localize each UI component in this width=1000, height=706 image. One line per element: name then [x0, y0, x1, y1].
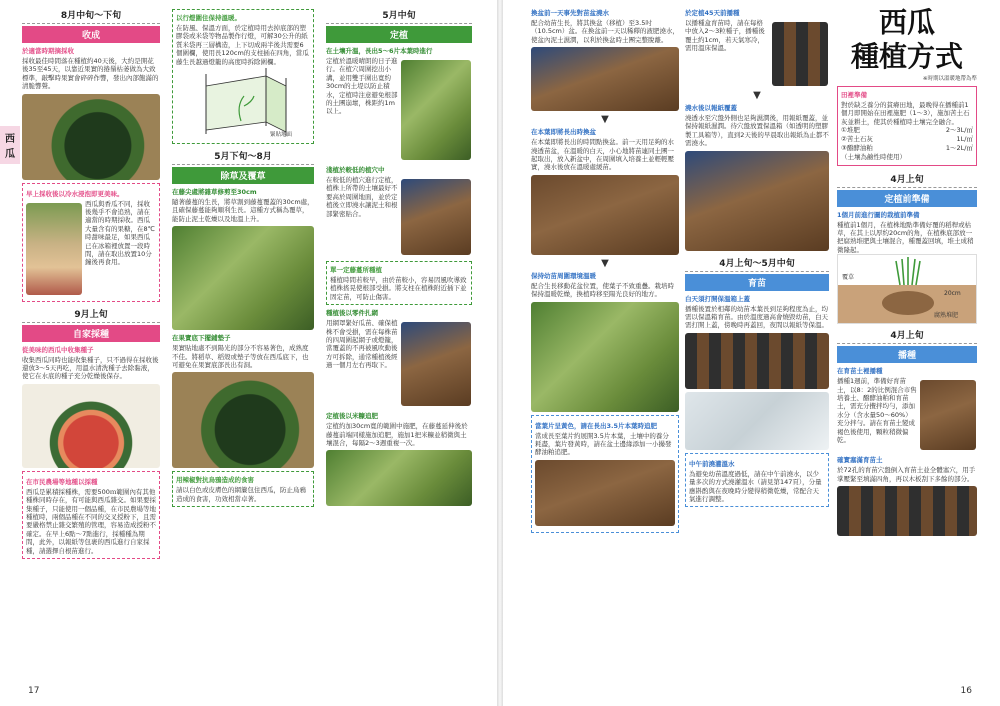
subheading: 換盆前一天事先對苗盆澆水: [531, 9, 609, 17]
subheading: 確實塞滿育苗土: [837, 456, 883, 465]
section-band: 育苗: [685, 274, 829, 291]
paragraph: 採收最佳時間落在種植約40天後，大約是開花後35至45天，以靠近果實的捲鬚枯萎做為大致標準，敲擊時果實會碎碎作響，發出內部飽滿的清脆響聲。: [22, 57, 159, 91]
subheading: 於適當時期摘採收: [22, 47, 74, 55]
seedling-box-photo: [685, 333, 829, 389]
period-heading: 5月中旬: [326, 6, 472, 24]
melon-on-mat-photo: [172, 372, 314, 468]
left-page: [0, 0, 497, 706]
box-title: 單一定藤蔓所種植: [330, 266, 382, 274]
left-column-1: [22, 6, 160, 562]
fertilizer-row: [841, 144, 973, 153]
subheading: 在藤尖處將雜草修剪至30cm: [172, 188, 257, 197]
right-column-3: [837, 6, 977, 539]
warm-water-box: [685, 453, 829, 508]
watering-newspaper-photo: [685, 151, 829, 251]
subheading: 在育苗土裡播種: [837, 367, 883, 376]
period-heading: 4月上旬: [837, 170, 977, 188]
paragraph: 於72孔的育苗穴盤倒入育苗土並全體塞穴，用手掌壓緊至填滿四角，再以木板刮下多餘的部分。: [837, 466, 976, 483]
table-note: （土壤為鹼性時使用）: [841, 153, 906, 162]
field-prep-box: [837, 86, 977, 166]
side-tab: 西 瓜: [0, 126, 20, 164]
fertilizer-amount: 2～3L/㎡: [945, 126, 973, 135]
planting-photo: [401, 179, 471, 255]
subheading: 從美味的西瓜中收集種子: [22, 345, 94, 354]
box-title: 當葉片呈黃色，請在長出3.5片本葉時追肥: [535, 421, 658, 430]
paragraph: 果實貼地處不到陽光的部分不容易著色，成熟度不佳。將稻草、稻殼或墊子等放在西瓜底下，也可避免在果實底部長出有洞。: [172, 344, 309, 370]
fertilizer-row: [841, 135, 973, 144]
title-note: ※時期以溫暖地帶為準: [922, 76, 977, 82]
right-column-1: [531, 6, 679, 536]
down-arrow-icon: ▼: [601, 257, 609, 269]
fertilizer-name: ③醱酵油粕: [841, 144, 873, 153]
seedling-soil-photo: [920, 380, 976, 450]
diagram-label-depth: 20cm: [944, 290, 961, 298]
paragraph: 定植約加30cm寬的範圍中施肥，在藤蔓延伸後於藤蔓前端同樣施加追肥，施加1把米糠並稍微與土壤混合，每隔2～3週重複一次。: [326, 422, 468, 448]
section-band: 定植: [326, 26, 472, 43]
subheading: 白天須打開保溫箱上蓋: [685, 294, 750, 303]
box-text: 請以白色或皮膚色的網簾包住西瓜，防止烏鴉造成的食害，功效相當卓著。: [176, 486, 306, 503]
subheading: 澆水後以報紙覆蓋: [685, 104, 737, 112]
cut-watermelon-photo: [22, 384, 160, 468]
section-band: 收成: [22, 26, 160, 43]
period-heading: 8月中旬～下旬: [22, 6, 160, 24]
lantern-diagram: [176, 66, 310, 138]
fertilizer-amount: 1L/㎡: [956, 135, 973, 144]
section-band: 除草及覆草: [172, 167, 314, 184]
support-box: [326, 261, 472, 305]
diagram-label-compost: 腐熟堆肥: [934, 312, 959, 320]
period-heading: 5月下旬～8月: [172, 147, 314, 165]
subheading: 在本葉即將長出時換盆: [531, 128, 596, 137]
paragraph: 在較低的植穴進行定植，植株上所帶的土壤最好不要高於周圍地面，並於定植後立即澆水讓泥土和根部緊密貼合。: [326, 176, 398, 218]
right-column-2: [685, 6, 829, 510]
repotting-photo: [531, 175, 679, 255]
paragraph: 用網罩緊好瓜苗、確保植株不會受損，需在每株苗的四周圍起網子或燈籠，當覆蓋的不再被風吹動後方可拆除，通常種植後經過一個月左右再取下。: [326, 319, 398, 370]
fertilize-box: [531, 415, 679, 533]
period-heading-2: 4月上旬: [837, 326, 977, 344]
section-band-2: 播種: [837, 346, 977, 363]
tip-text: 西瓜與香瓜不同，採收後幾乎不會追熟，請在適當的時期採收。西瓜大量含有的果糖，在8℃時甜味最足，如果西瓜已在冰箱裡放置一段時間，請在取出放置10分鐘後再食用。: [85, 199, 155, 267]
box-title: 中午前澆灌溫水: [689, 459, 735, 468]
paragraph: 隨著藤蔓的生長，將草割到藤蔓覆蓋的30cm處，且確保藤蔓能夠順利生長。這種方式稱為覆草，能防止泥土乾燥以及地溫上升。: [172, 198, 314, 223]
left-column-3: [326, 6, 472, 509]
left-column-2: [172, 6, 314, 510]
seedlings-tray-photo: [531, 302, 679, 412]
box-text: 在防風、保溫方面，於定植時用去掉底部的塑膠袋或米袋等物品製作行燈，可解30公升的紙質米袋再三層構造，上下切成兩半後共需要6個圍欄，使用長120cm的支柱插在四角，當瓜藤生長越過燈籠的高度時拆除圍欄。: [176, 24, 309, 66]
tip-box: [22, 183, 160, 302]
paragraph: 收集西瓜同時也能收集種子，只不過得在採收後還放3～5天再吃，用溫水清洗種子去除黏液，使它在水底的種子充分乾燥後保存。: [22, 355, 159, 381]
box-text: 對於缺乏養分的貧瘠田地，最晚得在播種前1個月即開始在田裡施肥（1～3），施加苦土石灰並耕土，使其於種植時土壤完全融合。: [841, 101, 970, 126]
box-text: 為避免幼苗溫度過低，請在中午前澆水，以少量多次的方式澆灌溫水（請見第147頁），分量應斟酌與在夜晚時分變得稍微乾燥，常配合天氣進行調整。: [689, 469, 822, 504]
subheading: 種植後以零件扎網: [326, 309, 378, 318]
box-title: 田裡準備: [841, 91, 867, 99]
seedling-photo: [401, 60, 471, 160]
subheading: 在土壤升溫，長出5～6片本葉時進行: [326, 47, 433, 55]
box-text: 當成長至葉片約展開3.5片本葉，土壤中的養分耗盡，葉片發黃時，請在盆土邊緣添加一小撮發酵油粕追肥。: [535, 431, 672, 457]
crow-box: [172, 471, 314, 507]
fertilizer-amount: 1～2L/㎡: [945, 144, 973, 153]
rice-bran-photo: [326, 450, 472, 506]
paragraph: 在本葉即將長出的時間點換盆。前一天用足夠的水澆透苗盆，在溫暖的白天，小心地將苗連同土團一起取出，放入新盆中，在周圍填入培養土並輕輕壓實，澆水後放在溫暖處緩苗。: [531, 138, 674, 172]
right-page: [503, 0, 1000, 706]
soil-diagram: [837, 254, 977, 324]
paragraph: 以播種盒育苗時，請在每格中放入2～3粒種子，播種後覆土約1cm，若天氣寒冷，需用溫床保溫。: [685, 19, 765, 53]
section-band-2: 自家採種: [22, 325, 160, 342]
subheading: 定植後以米糠追肥: [326, 412, 378, 421]
period-heading: 4月上旬～5月中旬: [685, 254, 829, 272]
plastic-box-photo: [685, 392, 829, 450]
paragraph: 播種後置於相鄰的幼苗本葉長到足夠程度為止，均需以保溫箱育苗。由於溫度過高會燒毀幼苗，白天需打開上蓋，傍晚時再蓋回，夜間以報紙等保溫。: [685, 304, 828, 330]
subheading: 保持幼苗周圍環境溫暖: [531, 271, 596, 280]
box-title: 以行燈圍住保持溫暖。: [176, 14, 241, 22]
paragraph: 定植於溫暖晴朗的日子進行。在植穴周圍挖出小溝，並用雙手圍出寬約30cm的土堤以防止積水，定植時注意避免根部的土團崩壞，株距約1m以上。: [326, 57, 398, 116]
lantern-box: [172, 9, 314, 144]
subheading: 淺植於較低的植穴中: [326, 166, 385, 174]
paragraph: 種植前1個月，在植株地點準備好覆的稻稈或枯草，在其上以厚約20cm的角，在植株底部放一把腐熟堆肥與土壤混合，種覆蓋回填，堆土成稍微隆起。: [837, 220, 974, 254]
page-title: 西瓜 種植方式: [850, 6, 963, 73]
subheading: 在果實底下擺鋪墊子: [172, 334, 231, 343]
watermelon-photo: [22, 94, 160, 180]
box-text: 種植時間若較早，由於苗較小，容易因風吹導致植株搖晃使根部受損。將支柱在植株附近插下並固定苗，可防止傷害。: [330, 276, 467, 301]
net-photo: [401, 322, 471, 406]
paragraph: 配合生長移動花盆位置，使葉子不致重疊。栽培時保持溫暖乾燥，換植時移至陽光良好的地方。: [531, 281, 674, 299]
paragraph: 配合幼苗生長，將其換盆（移植）至3.5吋（10.5cm）盆。在換盆前一天以稀釋的液肥澆水，使盆內泥土濕潤，以利於換盆時土團完整脫離。: [531, 19, 679, 44]
page-number: 17: [28, 686, 40, 696]
diagram-label-mulch: 覆草: [842, 274, 855, 282]
watering-photo: [531, 47, 679, 111]
weeds-photo: [172, 226, 314, 330]
fertilize-photo: [535, 460, 675, 526]
tip-title: 早上採收後以冷水浸泡即更美味。: [26, 189, 124, 198]
people-eating-photo: [26, 203, 82, 295]
paragraph: 澆透水至穴盤外側也足夠濕潤後，用報紙覆蓋，並保持報紙濕潤。待穴盤放置保溫箱（如透明的塑膠製工具箱等），直到2天後的早晨取出報紙為止都不需澆水。: [685, 114, 829, 148]
page-number: 16: [960, 686, 972, 696]
down-arrow-icon: ▼: [753, 90, 761, 101]
fertilizer-row: [841, 126, 973, 135]
fertilizer-table: [841, 126, 973, 153]
fertilizer-name: ②苦土石灰: [841, 135, 873, 144]
down-arrow-icon: ▼: [601, 114, 609, 126]
box-text: 西瓜是累積採種株，需要500ｍ範圍內有其他種株同時存在，有可能與西瓜雜交。如果要採集種子，只能使用一個品種，在市民農場等地種植時，兩個品種在不同的交叉授粉下，且需要嚴格禁止雜交繁殖的管理，容易造成授粉不確定。在早上6點～7點進行，採種種為期間，此外，以報紙等包裹的西瓜進行自家採種，請選擇自根苗進行。: [26, 487, 156, 555]
diagram-label: 緊貼地面: [270, 132, 293, 139]
subheading: 於定植45天前播種: [685, 9, 740, 17]
filled-tray-photo: [837, 486, 977, 536]
section-band: 定植前準備: [837, 190, 977, 207]
subheading: 1個月前進行圖的栽植前準備: [837, 210, 920, 219]
seed-box: [22, 471, 160, 559]
box-title: 用辣椒對抗烏鴉造成的食害: [176, 476, 254, 485]
box-title: 在市民農場等地種以採種: [26, 477, 98, 486]
paragraph: 播種1週前，準備好育苗土，以8：2的比例混合市售培養土、醱酵油粕和育苗土，需充分攪拌均勻，添加水分（含水量50～60%）充分拌勻。請在育苗土變成褐色後使用，顆粒稍微偏乾。: [837, 377, 917, 445]
seeding-tray-photo: [772, 22, 828, 86]
period-heading-2: 9月上旬: [22, 305, 160, 323]
fertilizer-name: ①堆肥: [841, 126, 860, 135]
